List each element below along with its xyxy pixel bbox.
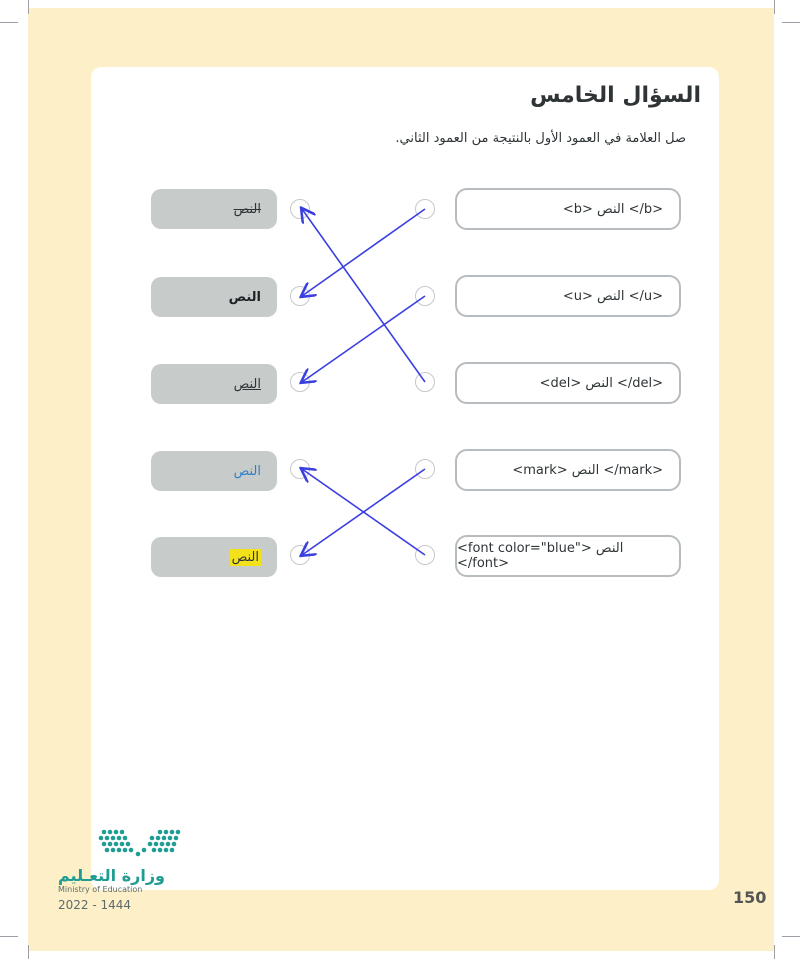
match-line [302,296,425,382]
ministry-name-ar: وزارة التعـليم [58,866,165,885]
tag-label: <del> النص </del> [539,375,663,391]
result-label: النص [233,463,261,479]
ministry-name-en: Ministry of Education [58,885,143,894]
tag-label: <font color="blue"> النص </font> [457,541,624,571]
result-label: النص [233,201,261,217]
tag-label: <mark> النص </mark> [512,462,663,478]
question-title: السؤال الخامس [530,83,701,108]
question-instruction: صل العلامة في العمود الأول بالنتيجة من العمود الثاني. [395,131,686,146]
tag-label: <u> النص </u> [562,288,663,304]
page-number: 150 [733,888,767,907]
result-label: النص [231,549,259,565]
tag-label: <b> النص </b> [562,201,663,217]
match-line [302,209,425,296]
result-label: النص [228,289,261,305]
academic-year: 2022 - 1444 [58,898,132,912]
match-line [302,209,425,382]
ministry-logo-icon [60,828,194,864]
result-label: النص [233,376,261,392]
